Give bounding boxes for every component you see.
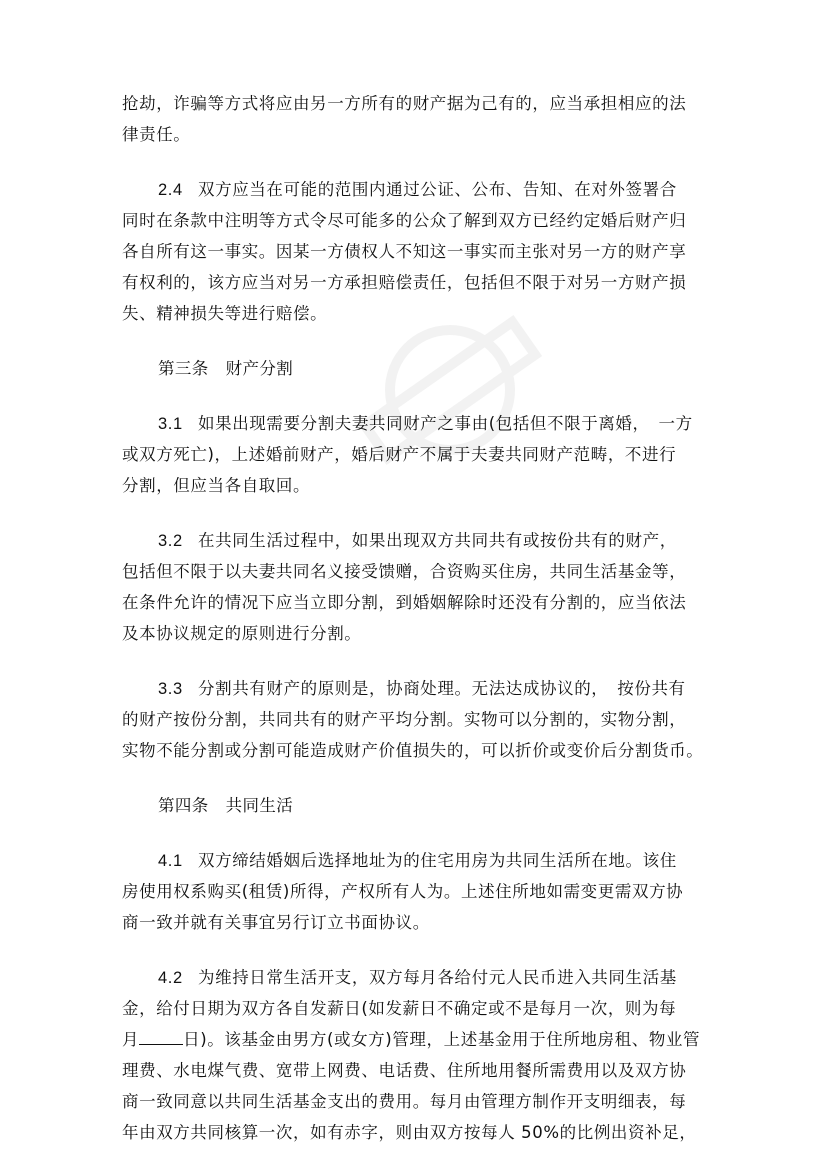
text-segment: 日)。该基金由男方(或女方)管理，上述基金用于住所地房租、物业管	[183, 1030, 701, 1049]
clause-3-3	[122, 673, 722, 766]
text-line: 有权利的，该方应当对另一方承担赔偿责任，包括但不限于对另一方财产损	[122, 273, 687, 292]
text-line: 分割，但应当各自取回。	[122, 476, 311, 495]
text-line	[122, 962, 722, 993]
text-line: 抢劫，诈骗等方式将应由另一方所有的财产据为己有的，应当承担相应的法	[122, 94, 687, 113]
text-line	[122, 673, 722, 704]
clause-number: 2.4	[158, 181, 183, 199]
text-line: 理费、水电煤气费、宽带上网费、电话费、住所地用餐所需费用以及双方协	[122, 1061, 687, 1080]
text-segment: 月	[122, 1030, 140, 1049]
text-line: 实物不能分割或分割可能造成财产价值损失的，可以折价或变价后分割货币。	[122, 741, 704, 760]
text-line	[122, 525, 722, 556]
paragraph-continuation	[122, 88, 722, 150]
text-line: 金，给付日期为双方各自发薪日(如发薪日不确定或不是每月一次，则为每	[122, 999, 677, 1018]
clause-number: 4.1	[158, 852, 183, 870]
text-line	[122, 408, 722, 439]
text-line	[122, 845, 722, 876]
text-segment: 双方应当在可能的范围内通过公证、公布、告知、在对外签署合	[198, 180, 677, 199]
text-line: 各自所有这一事实。因某一方债权人不知这一事实而主张对另一方的财产享	[122, 242, 687, 261]
text-line: 失、精神损失等进行赔偿。	[122, 304, 328, 323]
text-line: 商一致同意以共同生活基金支出的费用。每月由管理方制作开支明细表，每	[122, 1092, 687, 1111]
clause-4-1	[122, 845, 722, 938]
clause-3-2	[122, 525, 722, 649]
clause-number: 4.2	[158, 969, 183, 987]
heading-text: 第四条 共同生活	[158, 796, 294, 815]
clause-number: 3.2	[158, 532, 183, 550]
text-segment: 如果出现需要分割夫妻共同财产之事由(包括但不限于离婚， 一方	[198, 414, 693, 433]
article-3-heading	[122, 353, 722, 384]
clause-number: 3.3	[158, 680, 183, 698]
text-line: 在条件允许的情况下应当立即分割，到婚姻解除时还没有分割的，应当依法	[122, 593, 687, 612]
clause-number: 3.1	[158, 415, 183, 433]
text-segment: 分割共有财产的原则是，协商处理。无法达成协议的， 按份共有	[198, 679, 686, 698]
text-line: 及本协议规定的原则进行分割。	[122, 624, 362, 643]
text-line: 律责任。	[122, 125, 191, 144]
heading-text: 第三条 财产分割	[158, 359, 294, 378]
text-line	[122, 1024, 722, 1055]
fill-in-blank	[139, 1030, 183, 1045]
text-segment: 为维持日常生活开支，双方每月各给付元人民币进入共同生活基	[198, 968, 677, 987]
document-body	[122, 88, 722, 1172]
text-line: 房使用权系购买(租赁)所得，产权所有人为。上述住所地如需变更需双方协	[122, 882, 684, 901]
text-segment: 在共同生活过程中，如果出现双方共同共有或按份共有的财产，	[198, 531, 677, 550]
article-4-heading	[122, 790, 722, 821]
text-line: 商一致并就有关事宜另行订立书面协议。	[122, 913, 430, 932]
clause-2-4	[122, 174, 722, 329]
clause-4-2	[122, 962, 722, 1148]
text-line: 同时在条款中注明等方式令尽可能多的公众了解到双方已经约定婚后财产归	[122, 211, 687, 230]
clause-3-1	[122, 408, 722, 501]
text-line: 的财产按份分割，共同共有的财产平均分割。实物可以分割的，实物分割，	[122, 710, 687, 729]
text-line: 年由双方共同核算一次，如有赤字，则由双方按每人 50%的比例出资补足，	[122, 1123, 697, 1142]
text-segment: 双方缔结婚姻后选择地址为的住宅用房为共同生活所在地。该住	[198, 851, 677, 870]
text-line: 包括但不限于以夫妻共同名义接受馈赠，合资购买住房，共同生活基金等，	[122, 562, 687, 581]
text-line: 或双方死亡)，上述婚前财产，婚后财产不属于夫妻共同财产范畴，不进行	[122, 445, 677, 464]
text-line	[122, 174, 722, 205]
